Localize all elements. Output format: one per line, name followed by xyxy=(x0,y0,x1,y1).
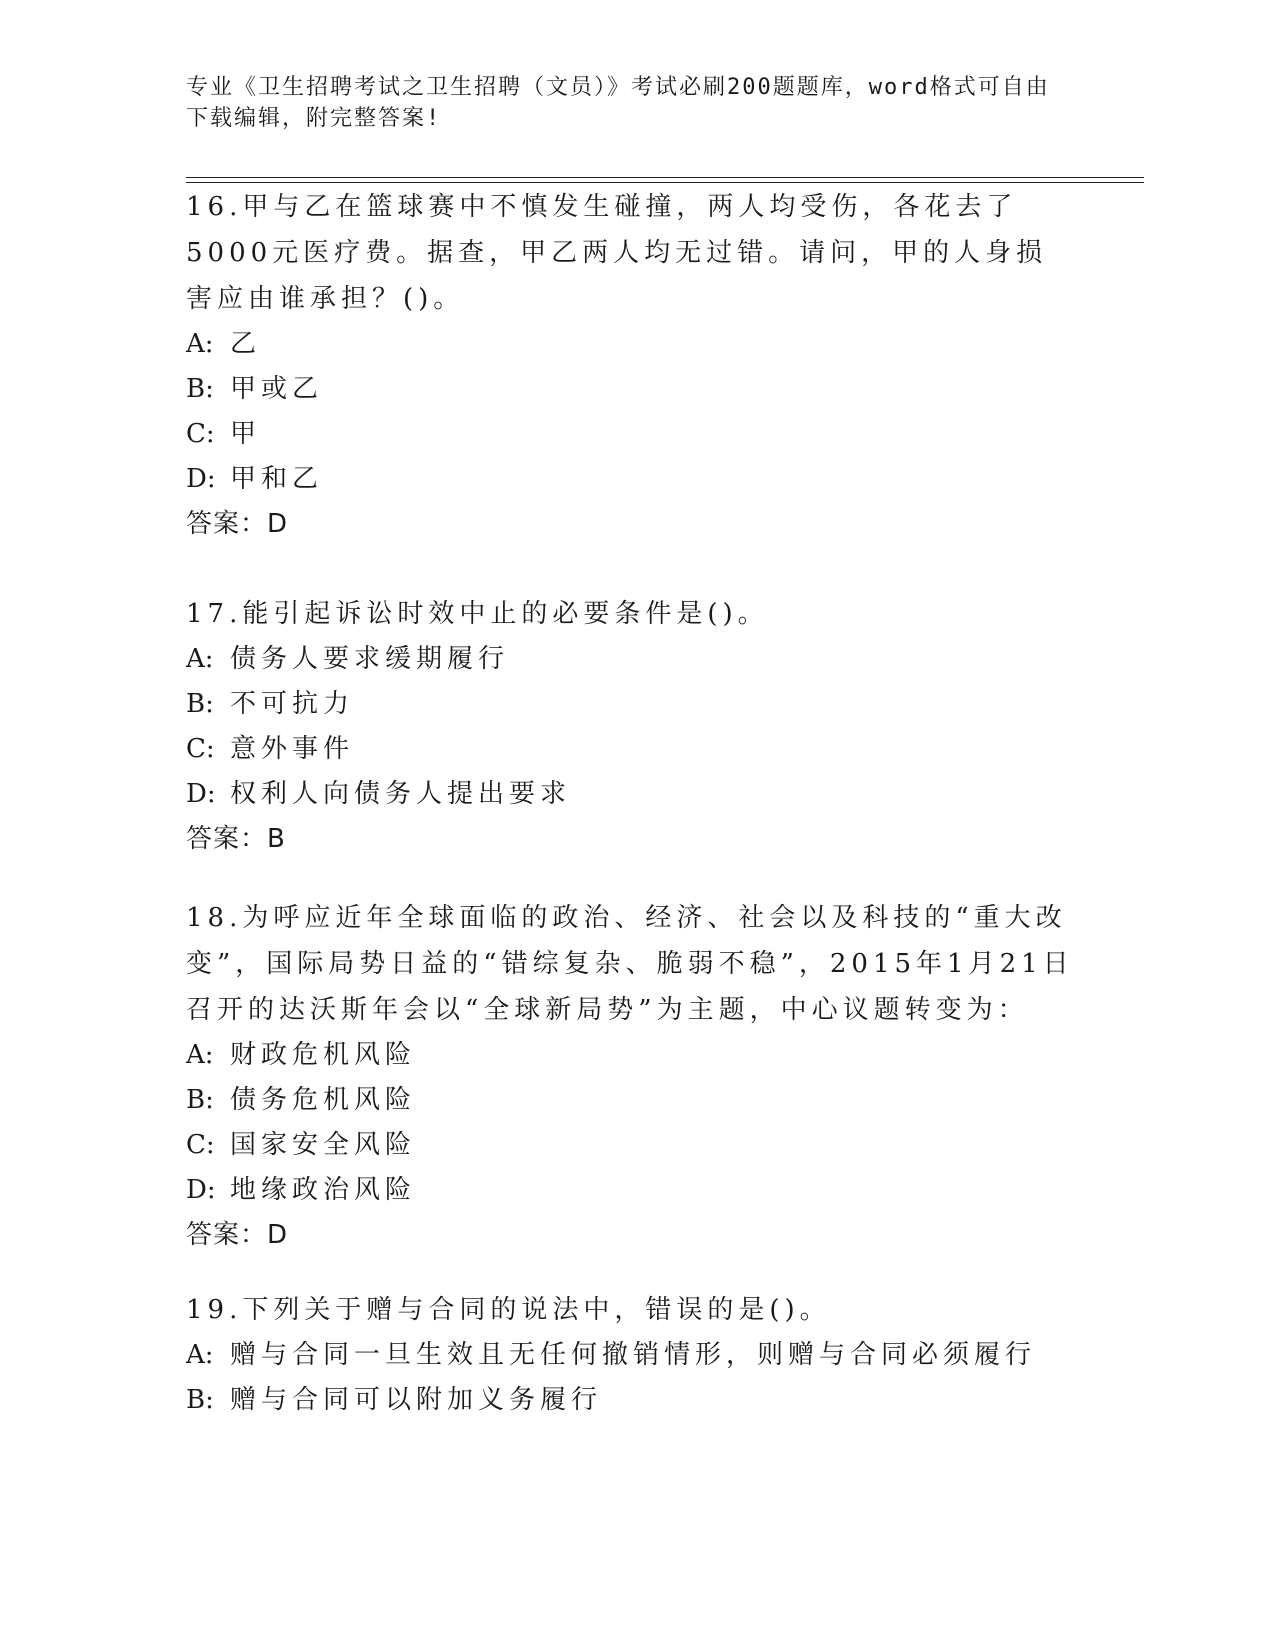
option-letter: D: xyxy=(186,1175,216,1205)
option-letter: B: xyxy=(186,1385,214,1415)
option-a xyxy=(186,1333,1076,1378)
option-text: 权利人向债务人提出要求 xyxy=(230,779,572,809)
option-d xyxy=(186,772,1076,817)
question-16 xyxy=(186,184,1076,547)
answer-text: 答案：D xyxy=(186,509,289,539)
option-letter: A: xyxy=(186,644,214,674)
option-text: 地缘政治风险 xyxy=(230,1175,417,1205)
option-d xyxy=(186,1168,1076,1213)
option-b xyxy=(186,682,1076,727)
option-text: 债务人要求缓期履行 xyxy=(230,644,510,674)
option-letter: C: xyxy=(186,419,215,449)
option-text: 赠与合同一旦生效且无任何撤销情形，则赠与合同必须履行 xyxy=(230,1340,1037,1370)
header-intro-text: 专业《卫生招聘考试之卫生招聘（文员）》考试必刷200题题库，word格式可自由下载编辑，附完整答案! xyxy=(186,75,1050,131)
question-stem: 17.能引起诉讼时效中止的必要条件是()。 xyxy=(186,599,769,629)
question-stem: 19.下列关于赠与合同的说法中，错误的是()。 xyxy=(186,1295,831,1325)
option-c xyxy=(186,412,1076,457)
option-c xyxy=(186,1123,1076,1168)
option-letter: C: xyxy=(186,734,215,764)
option-letter: B: xyxy=(186,689,214,719)
option-text: 甲或乙 xyxy=(230,374,324,404)
option-b xyxy=(186,1378,1076,1423)
option-letter: A: xyxy=(186,1040,214,1070)
option-text: 债务危机风险 xyxy=(230,1085,417,1115)
option-text: 不可抗力 xyxy=(230,689,355,719)
header-divider-top xyxy=(186,177,1144,178)
question-18 xyxy=(186,895,1076,1258)
option-c xyxy=(186,727,1076,772)
option-b xyxy=(186,1078,1076,1123)
option-letter: D: xyxy=(186,779,216,809)
option-letter: A: xyxy=(186,1340,214,1370)
option-letter: B: xyxy=(186,1085,214,1115)
option-a xyxy=(186,637,1076,682)
option-letter: A: xyxy=(186,329,214,359)
header-divider-bottom xyxy=(186,182,1144,183)
option-d xyxy=(186,457,1076,502)
question-19 xyxy=(186,1287,1076,1423)
question-stem: 16.甲与乙在篮球赛中不慎发生碰撞，两人均受伤，各花去了5000元医疗费。据查，甲乙两人均无过错。请问，甲的人身损害应由谁承担？()。 xyxy=(186,192,1048,314)
option-text: 甲 xyxy=(230,419,262,449)
option-letter: B: xyxy=(186,374,214,404)
option-text: 甲和乙 xyxy=(230,464,324,494)
option-letter: D: xyxy=(186,464,216,494)
option-text: 国家安全风险 xyxy=(230,1130,417,1160)
answer-text: 答案：D xyxy=(186,1220,289,1250)
page-header xyxy=(186,72,1066,134)
question-stem: 18.为呼应近年全球面临的政治、经济、社会以及科技的“重大改变”，国际局势日益的“错综复杂、脆弱不稳”，2015年1月21日召开的达沃斯年会以“全球新局势”为主题，中心议题转变为： xyxy=(186,903,1074,1025)
option-b xyxy=(186,367,1076,412)
option-text: 乙 xyxy=(230,329,262,359)
option-text: 财政危机风险 xyxy=(230,1040,417,1070)
option-a xyxy=(186,1033,1076,1078)
option-text: 赠与合同可以附加义务履行 xyxy=(230,1385,603,1415)
option-letter: C: xyxy=(186,1130,215,1160)
option-text: 意外事件 xyxy=(230,734,355,764)
answer-text: 答案：B xyxy=(186,824,286,854)
question-17 xyxy=(186,591,1076,862)
option-a xyxy=(186,322,1076,367)
